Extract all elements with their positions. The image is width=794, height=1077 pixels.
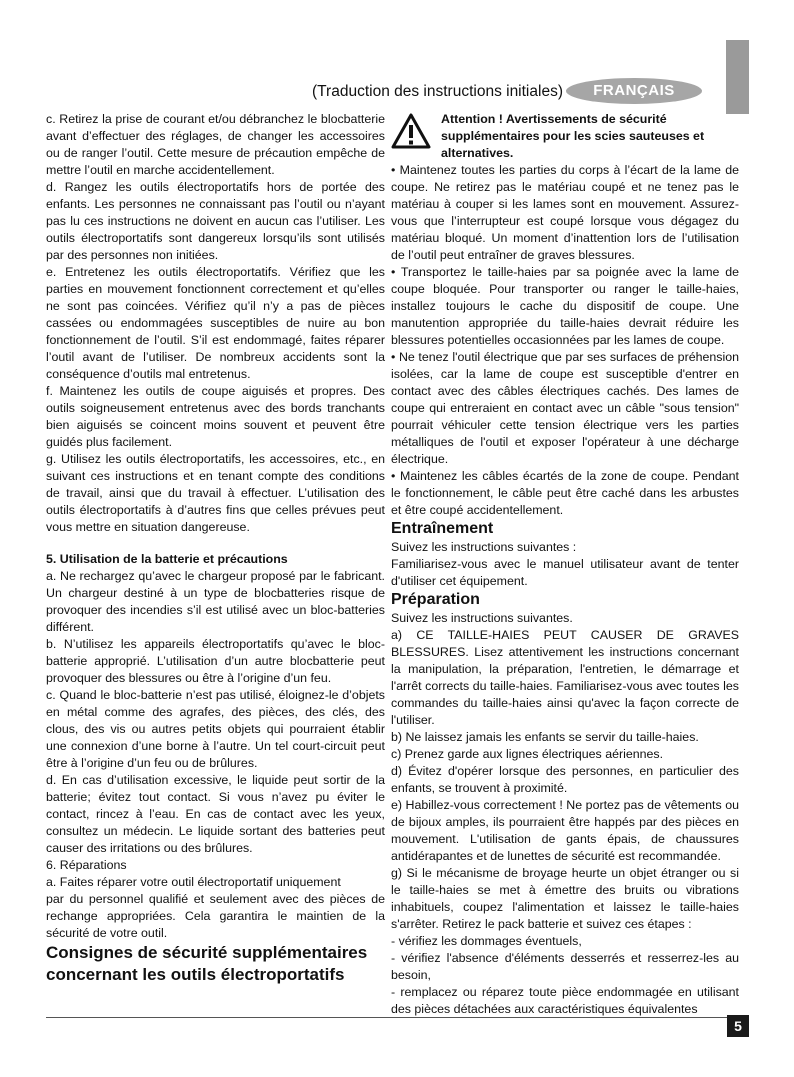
right-column <box>391 111 739 1018</box>
battery-paragraph-a: a. Ne rechargez qu’avec le chargeur proposé par le fabricant. Un chargeur destiné à un type de blocbatteries risque de provoquer des incendies s’il est utilisé avec un bloc-batteries différent. <box>46 569 385 634</box>
paragraph-d: d. Rangez les outils électroportatifs hors de portée des enfants. Les personnes ne connaissant pas l’outil ou n’ayant pas lu ces instructions ne doivent en aucun cas l’utiliser. Les outils électroportatifs sont dangereux lorsqu’ils sont utilisés par des personnes non initiées. <box>46 180 385 262</box>
bullet-transport: • Transportez le taille-haies par sa poignée avec la lame de coupe bloquée. Pour transporter ou ranger le taille-haies, installez toujours le cache du dispositif de coupe. Une manutention appropriée du taille-haies devrait réduire les blessures potentielles occasionnées par les lames de coupe. <box>391 265 739 347</box>
preparation-heading: Préparation <box>391 591 480 608</box>
paragraph-g: g. Utilisez les outils électroportatifs, les accessoires, etc., en suivant ces instructions et en tenant compte des conditions de travail, ainsi que du travail à effectuer. L’utilisation des outils électroportatifs à d’autres fins que celles prévues peut vous mettre en situation dangereuse. <box>46 452 385 534</box>
repairs-paragraph-a-line2: par du personnel qualifié et seulement avec des pièces de rechange appropriées. Cela garantira le maintien de la sécurité de votre outil. <box>46 892 385 940</box>
battery-heading: 5. Utilisation de la batterie et précautions <box>46 552 288 566</box>
preparation-intro: Suivez les instructions suivantes. <box>391 611 573 625</box>
language-badge: FRANÇAIS <box>566 78 702 104</box>
paragraph-f: f. Maintenez les outils de coupe aiguisés et propres. Des outils soigneusement entretenus avec des bords tranchants bien aiguisés se coincent moins souvent et peuvent être guidés plus facilement. <box>46 384 385 449</box>
battery-paragraph-d: d. En cas d’utilisation excessive, le liquide peut sortir de la batterie; évitez tout contact. Si vous n’avez pu éviter le contact, rincez à l’eau. En cas de contact avec les yeux, consultez un médecin. Le liquide sortant des batteries peut causer des irritations ou des brûlures. <box>46 773 385 855</box>
preparation-e: e) Habillez-vous correctement ! Ne portez pas de vêtements ou de bijoux amples, ils pourraient être happés par des pièces en mouvement. L'utilisation de gants épais, de chaussures antidérapantes et de lunettes de sécurité est recommandée. <box>391 798 739 863</box>
step-item: - remplacez ou réparez toute pièce endommagée en utilisant des pièces détachées aux caractéristiques équivalentes <box>391 985 739 1016</box>
step-item: - vérifiez l'absence d'éléments desserrés et resserrez-les au besoin, <box>391 951 739 982</box>
warning-text: Attention ! Avertissements de sécurité supplémentaires pour les scies sauteuses et alternatives. <box>441 112 705 160</box>
repairs-paragraph-a-line1: a. Faites réparer votre outil électroportatif uniquement <box>46 875 341 889</box>
preparation-g: g) Si le mécanisme de broyage heurte un objet étranger ou si le taille-haies se met à émettre des bruits ou vibrations inhabituels, coupez l'alimentation et laissez le taille-haies s'arrêter. Retirez le pack batterie et suivez ces étapes : <box>391 866 739 931</box>
training-heading: Entraînement <box>391 520 494 537</box>
footer-divider <box>46 1017 739 1018</box>
warning-block <box>391 111 739 162</box>
step-item: - vérifiez les dommages éventuels, <box>391 934 582 948</box>
header-title: (Traduction des instructions initiales) <box>312 83 563 100</box>
paragraph-e: e. Entretenez les outils électroportatifs. Vérifiez que les parties en mouvement fonctionnent correctement et qu’elles ne sont pas coincées. Vérifiez qu’il n’y a pas de pièces cassées ou endommagées susceptibles de nuire au bon fonctionnement de l’outil. S’il est endommagé, faites réparer l’outil avant de l’utiliser. De nombreux accidents sont la conséquence d’outils mal entretenus. <box>46 265 385 381</box>
bullet-body-clear: • Maintenez toutes les parties du corps à l’écart de la lame de coupe. Ne retirez pas le matériau coupé et ne tenez pas le matériau à couper si les lames sont en mouvement. Assurez-vous que l’interrupteur est coupé lorsque vous dégagez du matériau bloqué. Un moment d’inattention lors de l’utilisation de l’outil peut entraîner de graves blessures. <box>391 163 739 262</box>
preparation-d: d) Évitez d'opérer lorsque des personnes, en particulier des enfants, se trouvent à proximité. <box>391 764 739 795</box>
left-column <box>46 111 385 986</box>
page-number: 5 <box>727 1015 749 1037</box>
repairs-heading: 6. Réparations <box>46 858 127 872</box>
section-heading: Consignes de sécurité supplémentaires concernant les outils électroportatifs <box>46 943 368 984</box>
warning-triangle-icon <box>391 113 431 149</box>
training-intro: Suivez les instructions suivantes : <box>391 540 577 554</box>
side-tab-marker <box>726 40 749 114</box>
paragraph-c: c. Retirez la prise de courant et/ou débranchez le blocbatterie avant d’effectuer des réglages, de changer les accessoires ou de ranger l’outil. Cette mesure de précaution empêche de mettre l’outil en marche accidentellement. <box>46 112 385 177</box>
training-text: Familiarisez-vous avec le manuel utilisateur avant de tenter d'utiliser cet équipement. <box>391 557 739 588</box>
preparation-b: b) Ne laissez jamais les enfants se servir du taille-haies. <box>391 730 699 744</box>
bullet-cables: • Maintenez les câbles écartés de la zone de coupe. Pendant le fonctionnement, le câble peut être caché dans les arbustes et être coupé accidentellement. <box>391 469 739 517</box>
bullet-insulated-grip: • Ne tenez l'outil électrique que par ses surfaces de préhension isolées, car la lame de coupe est susceptible d'entrer en contact avec des câbles électriques cachés. Des lames de coupe qui entreraient en contact avec un câble "sous tension" pourrait véhiculer cette tension électrique vers les parties métalliques de l'outil et exposer l'opérateur à une décharge électrique. <box>391 350 739 466</box>
spacer <box>46 536 385 551</box>
preparation-c: c) Prenez garde aux lignes électriques aériennes. <box>391 747 664 761</box>
battery-paragraph-b: b. N’utilisez les appareils électroportatifs qu’avec le bloc-batterie approprié. L’utilisation d’un autre blocbatterie peut provoquer des blessures ou être à l’origine d’un feu. <box>46 637 385 685</box>
preparation-a: a) CE TAILLE-HAIES PEUT CAUSER DE GRAVES BLESSURES. Lisez attentivement les instructions concernant la manipulation, la préparation, l'entretien, le démarrage et l'arrêt corrects du taille-haies. Familiarisez-vous avec toutes les commandes du taille-haies ainsi qu'avec la façon correcte de l'utiliser. <box>391 628 739 727</box>
battery-paragraph-c: c. Quand le bloc-batterie n’est pas utilisé, éloignez-le d’objets en métal comme des agrafes, des pièces, des clés, des clous, des vis ou autres petits objets qui pourraient établir une connexion d’une borne à l’autre. Un tel court-circuit peut être à l’origine d’un feu ou de brûlures. <box>46 688 385 770</box>
